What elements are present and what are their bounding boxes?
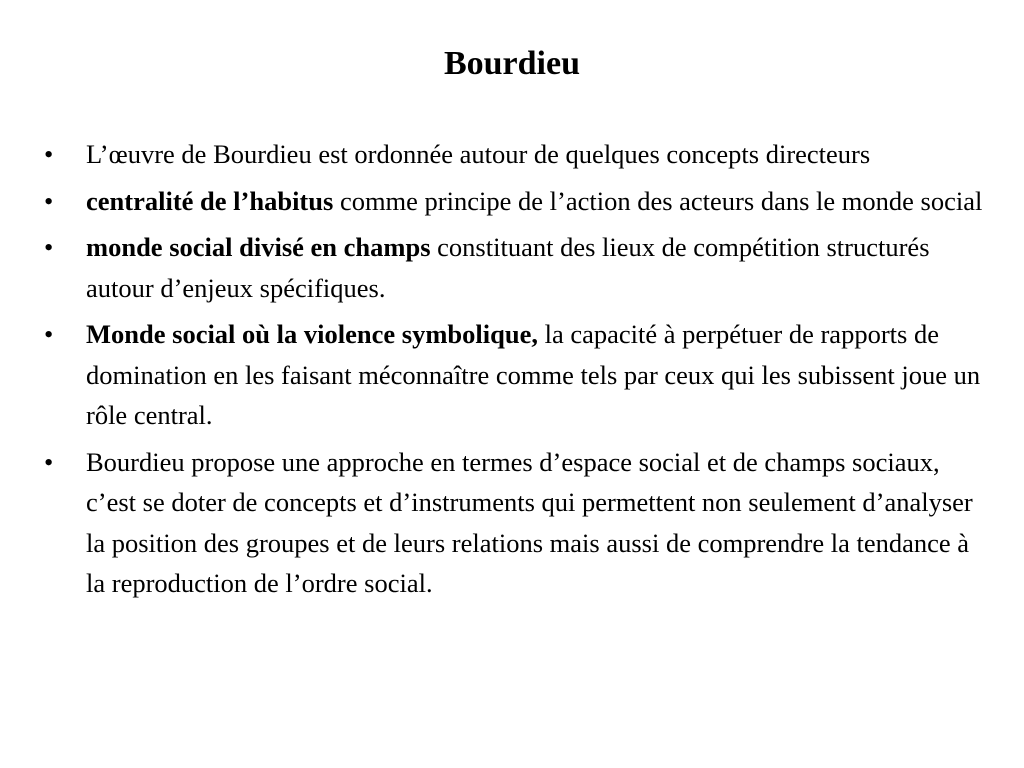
bullet-item-3	[44, 227, 994, 308]
bullet-point-icon: •	[44, 232, 54, 262]
bullet-item-2	[44, 181, 994, 222]
bullet-text: Bourdieu propose une approche en termes d’espace social et de champs sociaux, c’est se doter de concepts et d’instruments qui permettent non seulement d’analyser la position des groupes et de leurs relations mais aussi de comprendre la tendance à la reproduction de l’ordre social.	[86, 446, 973, 598]
bullet-bold-text: centralité de l’habitus	[86, 185, 334, 216]
bullet-text: la capacité à perpétuer de rapports de domination en les faisant méconnaître comme tels par ceux qui les subissent joue un rôle central.	[86, 319, 981, 430]
bullet-bold-text: Monde social où la violence symbolique,	[86, 319, 538, 349]
bullet-point-icon: •	[44, 446, 54, 477]
bullet-point-icon: •	[44, 139, 54, 169]
bullet-bold-text: monde social divisé en champs	[86, 232, 431, 262]
bullet-point-icon: •	[44, 319, 54, 349]
bullet-item-5	[44, 442, 994, 604]
bullet-text: L’œuvre de Bourdieu est ordonnée autour de quelques concepts directeurs	[86, 139, 871, 169]
bullet-point-icon: •	[44, 185, 54, 216]
bullet-list	[44, 134, 994, 610]
bullet-item-4	[44, 314, 994, 436]
bullet-text: comme principe de l’action des acteurs dans le monde social	[333, 185, 983, 216]
slide-title: Bourdieu	[443, 45, 581, 82]
bullet-item-1	[44, 134, 994, 175]
bullet-text: constituant des lieux de compétition structurés autour d’enjeux spécifiques.	[86, 232, 930, 303]
